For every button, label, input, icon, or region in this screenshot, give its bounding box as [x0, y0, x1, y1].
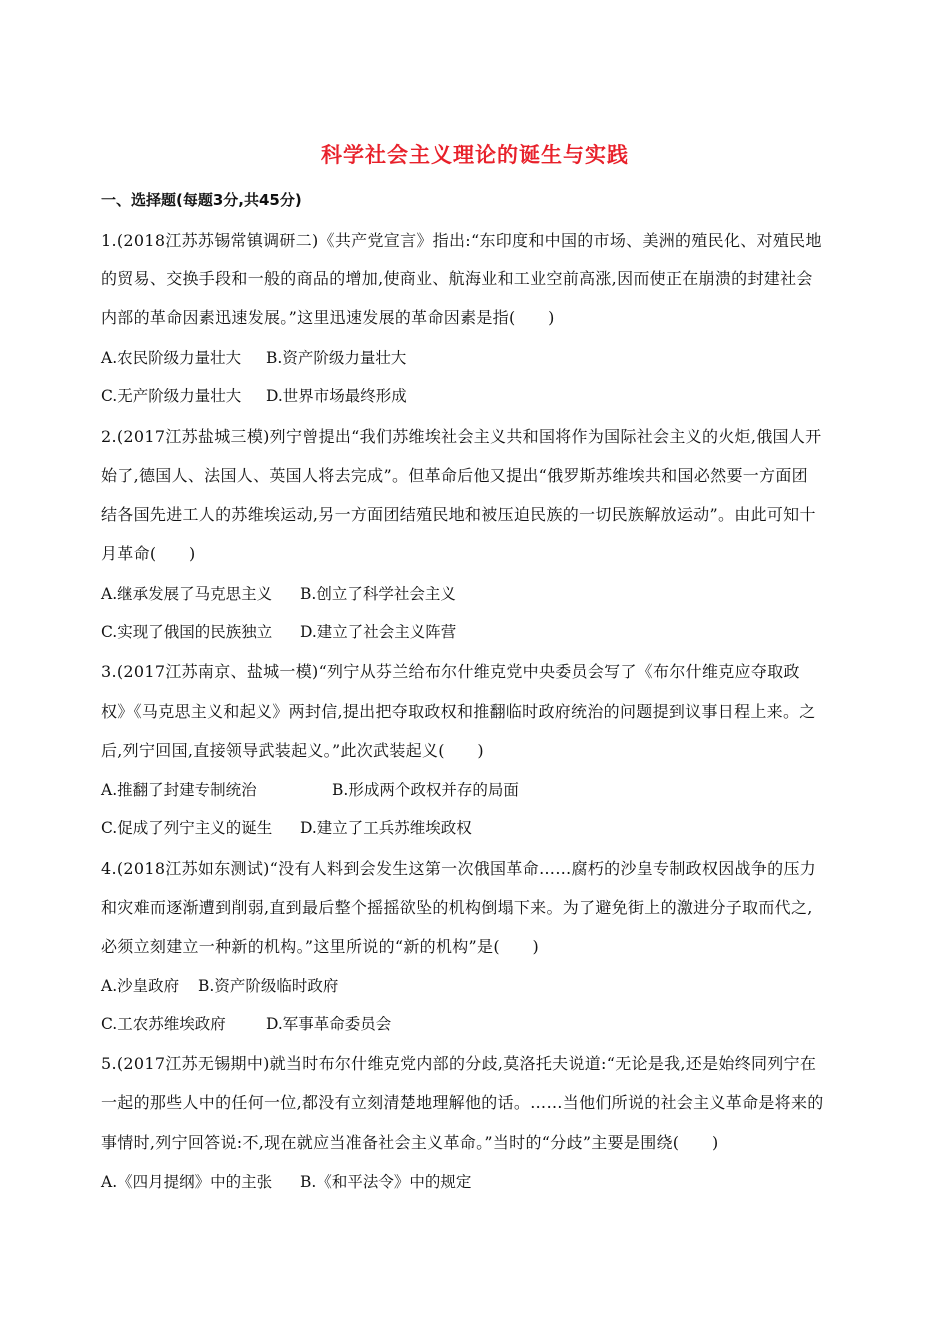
question-1-line-1: 1.(2018江苏苏锡常镇调研二)《共产党宣言》指出:“东印度和中国的市场、美洲的殖民化、对殖民地	[101, 231, 822, 250]
question-1-line-3: 内部的革命因素迅速发展。”这里迅速发展的革命因素是指( )	[101, 308, 555, 327]
question-3-option-d: D.建立了工兵苏维埃政权	[300, 819, 472, 837]
question-4-option-a: A.沙皇政府	[101, 977, 180, 995]
question-2-line-4: 月革命( )	[101, 544, 196, 563]
question-2-line-1: 2.(2017江苏盐城三模)列宁曾提出“我们苏维埃社会主义共和国将作为国际社会主义的火炬,俄国人开	[101, 427, 822, 446]
question-3-option-c: C.促成了列宁主义的诞生	[101, 819, 273, 837]
question-1-line-2: 的贸易、交换手段和一般的商品的增加,使商业、航海业和工业空前高涨,因而使正在崩溃的封建社会	[101, 269, 813, 288]
question-2-option-d: D.建立了社会主义阵营	[300, 623, 457, 641]
question-5-option-a: A.《四月提纲》中的主张	[101, 1173, 273, 1191]
question-2-line-2: 始了,德国人、法国人、英国人将去完成”。但革命后他又提出“俄罗斯苏维埃共和国必然要一方面团	[101, 466, 808, 485]
question-1-option-d: D.世界市场最终形成	[266, 387, 407, 405]
question-2-line-3: 结各国先进工人的苏维埃运动,另一方面团结殖民地和被压迫民族的一切民族解放运动”。由此可知十	[101, 505, 816, 524]
question-4-line-3: 必须立刻建立一种新的机构。”这里所说的“新的机构”是( )	[101, 937, 540, 956]
question-1-option-b: B.资产阶级力量壮大	[266, 349, 407, 367]
section-heading: 一、选择题(每题3分,共45分)	[101, 191, 302, 209]
question-4-option-c: C.工农苏维埃政府	[101, 1015, 226, 1033]
question-2-option-a: A.继承发展了马克思主义	[101, 585, 273, 603]
question-4-option-d: D.军事革命委员会	[266, 1015, 392, 1033]
question-2-option-b: B.创立了科学社会主义	[300, 585, 456, 603]
question-4-option-b: B.资产阶级临时政府	[198, 977, 339, 995]
page-title: 科学社会主义理论的诞生与实践	[321, 143, 629, 167]
question-3-option-b: B.形成两个政权并存的局面	[332, 781, 519, 799]
question-5-line-2: 一起的那些人中的任何一位,都没有立刻清楚地理解他的话。……当他们所说的社会主义革命是将来的	[101, 1093, 824, 1112]
question-3-line-1: 3.(2017江苏南京、盐城一模)“列宁从芬兰给布尔什维克党中央委员会写了《布尔什维克应夺取政	[101, 662, 800, 681]
question-4-line-2: 和灾难而逐渐遭到削弱,直到最后整个摇摇欲坠的机构倒塌下来。为了避免街上的激进分子取而代之,	[101, 898, 813, 917]
question-2-option-c: C.实现了俄国的民族独立	[101, 623, 273, 641]
question-5-line-1: 5.(2017江苏无锡期中)就当时布尔什维克党内部的分歧,莫洛托夫说道:“无论是我,还是始终同列宁在	[101, 1054, 817, 1073]
question-3-line-2: 权》《马克思主义和起义》两封信,提出把夺取政权和推翻临时政府统治的问题提到议事日程上来。之	[101, 702, 816, 721]
question-5-option-b: B.《和平法令》中的规定	[300, 1173, 472, 1191]
question-5-line-3: 事情时,列宁回答说:不,现在就应当准备社会主义革命。”当时的“分歧”主要是围绕( )	[101, 1133, 719, 1152]
question-3-line-3: 后,列宁回国,直接领导武装起义。”此次武装起义( )	[101, 741, 484, 760]
question-4-line-1: 4.(2018江苏如东测试)“没有人料到会发生这第一次俄国革命……腐朽的沙皇专制政权因战争的压力	[101, 859, 817, 878]
question-1-option-c: C.无产阶级力量壮大	[101, 387, 242, 405]
question-1-option-a: A.农民阶级力量壮大	[101, 349, 242, 367]
question-3-option-a: A.推翻了封建专制统治	[101, 781, 257, 799]
